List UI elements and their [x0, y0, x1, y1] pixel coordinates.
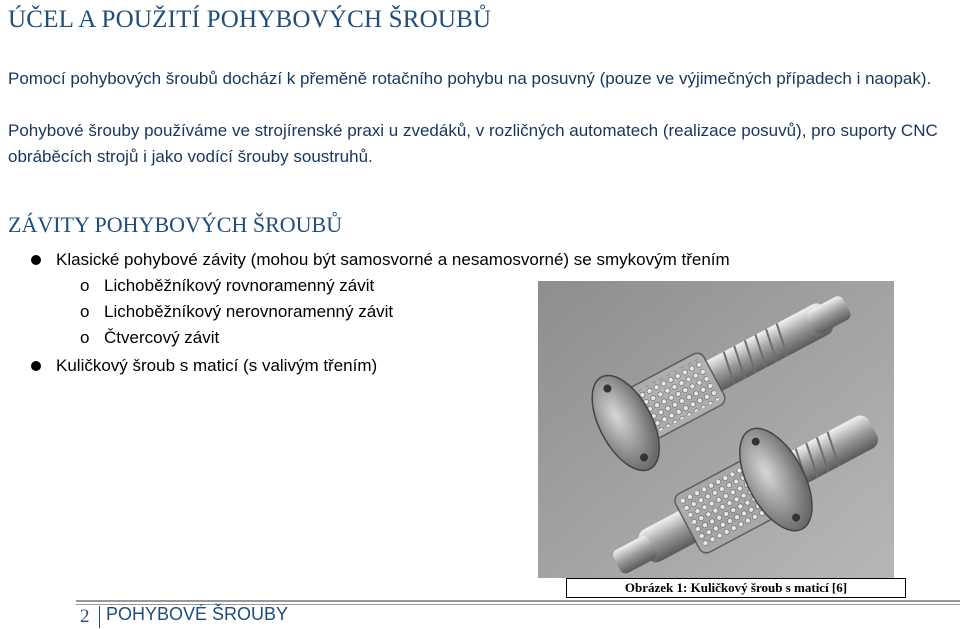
list-subitem-trapezoidal-asymmetric: Lichoběžníkový nerovnoramenný závit — [104, 302, 394, 321]
sub-bullet-marker: o — [80, 276, 90, 295]
sub-bullet-marker: o — [80, 328, 90, 347]
page-title: ÚČEL A POUŽITÍ POHYBOVÝCH ŠROUBŮ — [8, 6, 492, 33]
paragraph-usage: Pohybové šrouby používáme ve strojírenské praxi u zvedáků, v rozličných automatech (realizace posuvů), pro suporty CNC obráběcích strojů i jako vodící šrouby soustruhů. — [8, 121, 938, 166]
bullet-icon — [31, 255, 41, 265]
bullet-icon — [31, 361, 41, 371]
footer-divider — [99, 606, 100, 628]
page-number: 2 — [80, 606, 90, 627]
section-heading: ZÁVITY POHYBOVÝCH ŠROUBŮ — [8, 212, 343, 237]
list-subitem-trapezoidal-symmetric: Lichoběžníkový rovnoramenný závit — [104, 276, 375, 295]
ball-screw-image — [538, 281, 894, 578]
list-item-classic-threads: Klasické pohybové závity (mohou být samosvorné a nesamosvorné) se smykovým třením — [56, 250, 730, 269]
paragraph-intro: Pomocí pohybových šroubů dochází k přeměně rotačního pohybu na posuvný (pouze ve výjimečných případech i naopak). — [8, 69, 932, 88]
figure-caption: Obrázek 1: Kuličkový šroub s maticí [6] — [566, 578, 906, 598]
footer-rule — [76, 600, 960, 602]
sub-bullet-marker: o — [80, 302, 90, 321]
footer-title: POHYBOVÉ ŠROUBY — [106, 604, 289, 624]
list-subitem-square-thread: Čtvercový závit — [104, 328, 220, 347]
list-item-ball-screw: Kuličkový šroub s maticí (s valivým třením) — [56, 356, 378, 375]
